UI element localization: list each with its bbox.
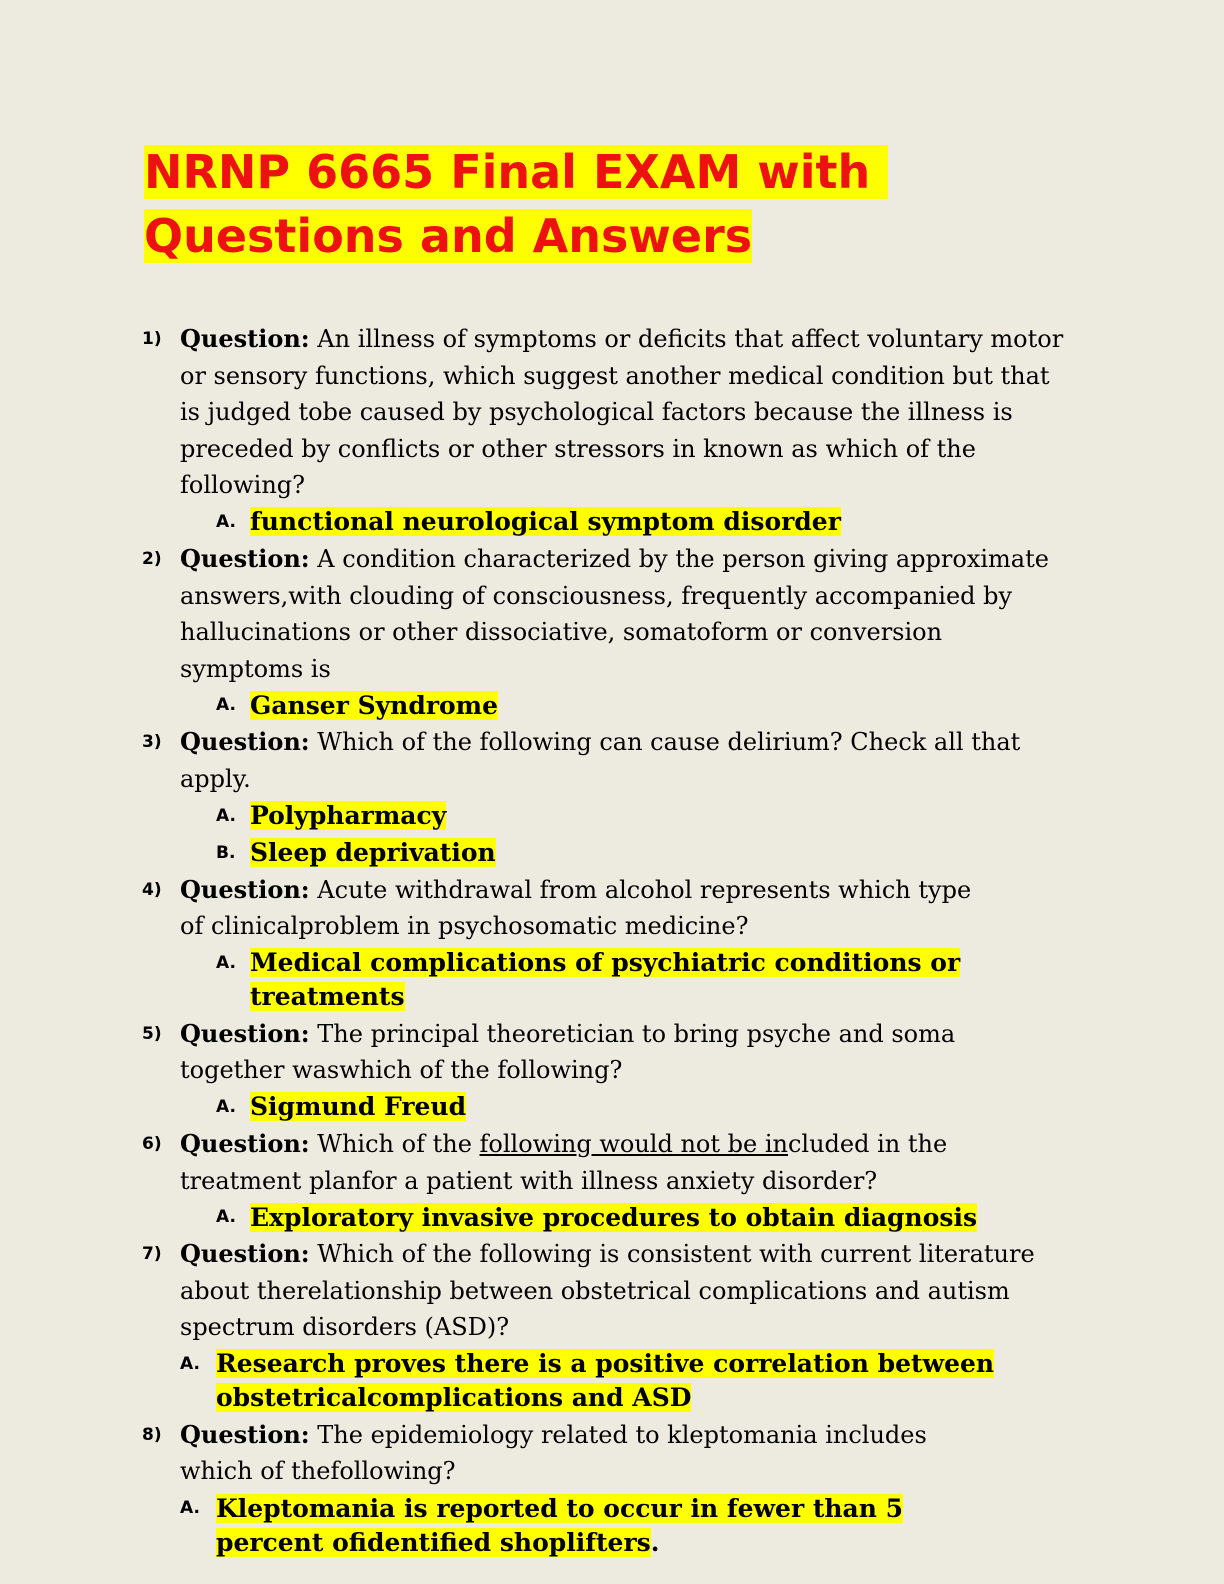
answer-text: Polypharmacy xyxy=(250,801,447,831)
title-line-1: NRNP 6665 Final EXAM with xyxy=(144,145,888,199)
answer-item xyxy=(180,1089,1068,1126)
question-body-line-1: The principal theoretician to bring psyche and soma xyxy=(317,1019,956,1048)
answer-list xyxy=(180,687,1068,724)
question-number: 4) xyxy=(142,879,162,900)
question-label: Question: xyxy=(180,874,310,904)
answer-letter: A. xyxy=(180,1353,200,1374)
answer-text: Sleep deprivation xyxy=(250,838,496,868)
answer-item xyxy=(180,835,1068,872)
question-text xyxy=(180,321,1068,504)
answer-list xyxy=(180,1089,1068,1126)
question-label: Question: xyxy=(180,727,310,757)
answer-list xyxy=(180,1490,1068,1561)
answer-item xyxy=(180,798,1068,835)
question-number: 3) xyxy=(142,732,162,753)
question-number: 8) xyxy=(142,1424,162,1445)
question-text xyxy=(180,541,1068,687)
question-item-7 xyxy=(138,1236,1068,1417)
answer-letter: A. xyxy=(216,1207,236,1228)
answer-list xyxy=(180,798,1068,872)
question-body-start: Which of the xyxy=(317,1129,480,1158)
question-body: Which of the following is consistent with current literature about therelationship between obstetrical complications and autism spectrum disorders (ASD)? xyxy=(180,1240,1035,1342)
answer-list xyxy=(180,504,1068,541)
answer-item xyxy=(180,945,1068,1016)
question-body-line-1: Acute withdrawal from alcohol represents which type xyxy=(317,875,972,904)
question-text xyxy=(180,1236,1068,1346)
answer-item xyxy=(180,504,1068,541)
answer-text: Medical complications of psychiatric conditions or treatments xyxy=(250,948,961,1012)
question-number: 1) xyxy=(142,329,162,349)
answer-item xyxy=(180,1346,1068,1417)
answer-list xyxy=(180,1346,1068,1417)
answer-list xyxy=(180,1199,1068,1236)
question-item-3 xyxy=(138,724,1068,871)
question-text xyxy=(180,724,1068,797)
question-text xyxy=(180,872,1068,945)
question-body-line-2: of clinicalproblem in psychosomatic medicine? xyxy=(180,912,749,941)
question-body-line-2: together waswhich of the following? xyxy=(180,1056,623,1085)
question-number: 7) xyxy=(142,1244,162,1265)
answer-item xyxy=(180,1199,1068,1236)
question-label: Question: xyxy=(180,543,310,573)
answer-text: Sigmund Freud xyxy=(250,1092,467,1122)
answer-text-line-1: Kleptomania is reported to occur in fewer than 5 xyxy=(216,1493,904,1523)
question-label: Question: xyxy=(180,1419,310,1449)
question-body-underlined: following would not be in xyxy=(479,1129,788,1158)
question-item-2 xyxy=(138,541,1068,724)
answer-text: Exploratory invasive procedures to obtain diagnosis xyxy=(250,1202,978,1232)
answer-text: functional neurological symptom disorder xyxy=(250,507,841,537)
question-text xyxy=(180,1126,1068,1199)
answer-letter: A. xyxy=(180,1498,200,1519)
question-body: Which of the following can cause delirium? Check all that apply. xyxy=(180,728,1021,793)
question-label: Question: xyxy=(180,1018,310,1048)
question-number: 5) xyxy=(142,1023,162,1044)
question-body-line-1: The epidemiology related to kleptomania includes xyxy=(317,1420,927,1449)
answer-letter: A. xyxy=(216,805,236,826)
question-number: 6) xyxy=(142,1133,162,1154)
answer-list xyxy=(180,945,1068,1016)
document-title xyxy=(144,140,904,268)
answer-text: Ganser Syndrome xyxy=(250,690,499,720)
question-label: Question: xyxy=(180,324,310,353)
answer-letter: A. xyxy=(216,952,236,973)
answer-text: Research proves there is a positive correlation between obstetricalcomplications and ASD xyxy=(216,1349,995,1413)
question-list xyxy=(138,321,1068,1561)
question-body-line-2: which of thefollowing? xyxy=(180,1457,456,1486)
question-body: A condition characterized by the person giving approximate answers,with clouding of consciousness, frequently accompanied by hallucinations or other dissociative, somatoform or conversion symptoms is xyxy=(180,544,1049,683)
answer-letter: B. xyxy=(216,842,236,863)
answer-letter: A. xyxy=(216,695,236,716)
question-item-8 xyxy=(138,1417,1068,1561)
answer-letter: A. xyxy=(216,1096,236,1117)
answer-text-period: . xyxy=(650,1527,660,1557)
answer-text-line-2: percent ofidentified shoplifters xyxy=(216,1527,651,1557)
question-item-5 xyxy=(138,1016,1068,1126)
answer-item xyxy=(180,1490,1068,1561)
question-label: Question: xyxy=(180,1128,310,1158)
question-item-4 xyxy=(138,872,1068,1016)
question-label: Question: xyxy=(180,1239,310,1269)
question-item-6 xyxy=(138,1126,1068,1236)
question-body-end: cluded in the treatment planfor a patient with illness anxiety disorder? xyxy=(180,1129,948,1195)
question-text xyxy=(180,1016,1068,1089)
question-number: 2) xyxy=(142,548,162,569)
question-body: An illness of symptoms or deficits that affect voluntary motor or sensory functions, which suggest another medical condition but that is judged tobe caused by psychological factors because the illness is preceded by conflicts or other stressors in known as which of the following? xyxy=(180,325,1064,500)
question-item-1 xyxy=(138,321,1068,541)
answer-letter: A. xyxy=(216,511,236,532)
question-text xyxy=(180,1417,1068,1490)
answer-item xyxy=(180,687,1068,724)
title-line-2: Questions and Answers xyxy=(144,209,753,263)
